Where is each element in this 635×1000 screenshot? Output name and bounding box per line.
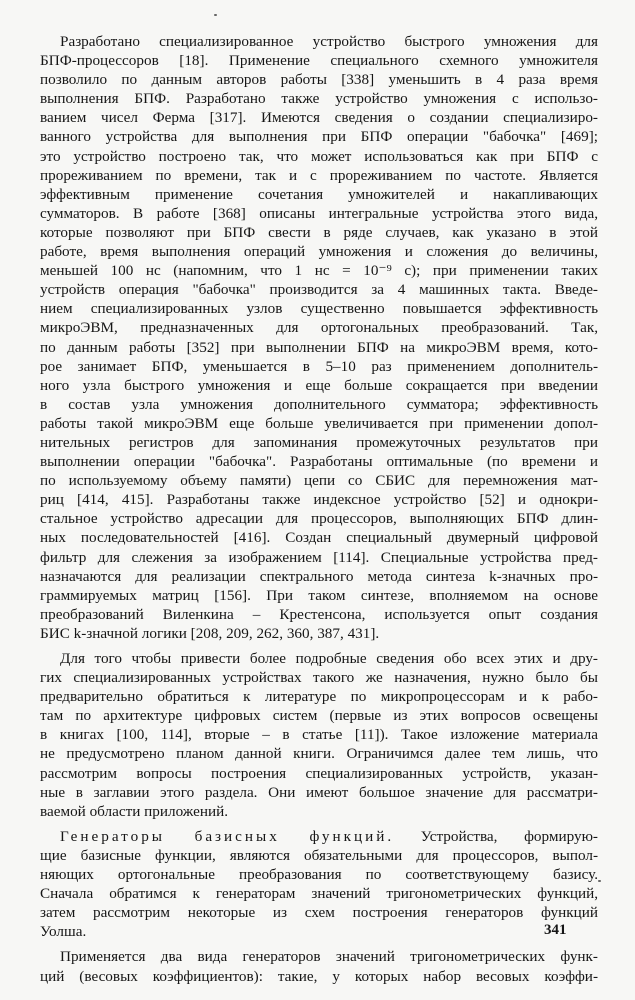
- text-line: назначаются для реализации спектрального метода синтеза k-значных про-: [40, 567, 598, 585]
- text-line: предварительно обратиться к литературе по микропроцессорам и к рабо-: [40, 688, 598, 706]
- text-line: по используемому объему памяти) цепи со СБИС для перемножения мат-: [40, 472, 598, 490]
- text-line: устройств операция "бабочка" производится за 4 машинных такта. Введе-: [40, 281, 598, 299]
- text-line: по данным работы [352] при выполнении БПФ на микроЭВМ время, кото-: [40, 338, 598, 356]
- text-line: не предусмотрено планом данной книги. Ограничимся далее тем лишь, что: [40, 745, 598, 763]
- text-line: выполнения БПФ. Разработано также устройство умножения с использо-: [40, 90, 598, 108]
- text-line: Для того чтобы привести более подробные сведения обо всех этих и дру-: [60, 650, 598, 667]
- page-number: 341: [544, 922, 567, 938]
- text-line: там по архитектуре цифровых систем (первые из этих вопросов освещены: [40, 707, 598, 725]
- text-line: выполнении операции "бабочка". Разработаны оптимальные (по времени и: [40, 453, 598, 471]
- text-line: ного узла быстрого умножения и еще больше сокращается при введении: [40, 376, 598, 394]
- text-line: Сначала обратимся к генераторам значений тригонометрических функций,: [40, 885, 598, 903]
- text-line: рассмотрим вопросы построения специализированных устройств, указан-: [40, 764, 598, 782]
- text-line: граммируемых матриц [156]. При таком синтезе, вполняемом на основе: [40, 586, 598, 604]
- text-line: гих специализированных устройствах такого же назначения, нужно было бы: [40, 669, 598, 687]
- text-line: в состав узла умножения дополнительного сумматора; эффективность: [40, 395, 598, 413]
- text-line: позволило по данным авторов работы [338] уменьшить в 4 раза время: [40, 71, 598, 89]
- text-line: которые позволяют при БПФ свести в ряде случаев, как указано в этой: [40, 223, 598, 241]
- text-line: микроЭВМ, предназначенных для ортогональных преобразований. Так,: [40, 319, 598, 337]
- text-run: Устройства, формирую-: [420, 827, 598, 845]
- text-line: сумматоров. В работе [368] описаны интегральные устройства этого вида,: [40, 204, 598, 222]
- text-line: рое занимает БПФ, уменьшается в 5–10 раз применением дополнитель-: [40, 357, 598, 375]
- text-line: затем рассмотрим некоторые из схем построения генераторов функций: [40, 904, 598, 922]
- scan-speck: [214, 14, 217, 16]
- scan-speck: [598, 880, 601, 882]
- text-line: ваемой области приложений.: [40, 802, 229, 820]
- text-line: риц [414, 415]. Разработаны также индексное устройство [52] и однокри-: [40, 491, 598, 509]
- paragraph-4: [40, 947, 598, 985]
- section-heading: Генераторы базисных функций.: [60, 827, 395, 845]
- text-line: БИС k-значной логики [208, 209, 262, 360, 387, 431].: [40, 624, 380, 642]
- text-line: Уолша.: [40, 923, 87, 941]
- text-line: ций (весовых коэффициентов): такие, у которых набор весовых коэффи-: [40, 967, 598, 985]
- text-line: щие базисные функции, являются обязательными для процессоров, выпол-: [40, 846, 598, 864]
- text-line: работе, время выполнения операций умножения и сложения до величины,: [40, 243, 598, 261]
- text-line: меньшей 100 нс (напомним, что 1 нс = 10⁻⁹ с); при применении таких: [40, 262, 598, 280]
- text-line: нием специализированных узлов существенно повышается эффективность: [40, 300, 598, 318]
- text-line: в книгах [100, 114], вторые – в статье [11]). Такое изложение материала: [40, 726, 598, 744]
- text-line: Разработано специализированное устройство быстрого умножения для: [60, 33, 598, 50]
- page-text: [40, 32, 598, 986]
- text-line: ных последовательностей [416]. Создан специальный двумерный цифровой: [40, 529, 598, 547]
- text-line: БПФ-процессоров [18]. Применение специального схемного умножителя: [40, 52, 598, 70]
- text-line: ные в заглавии этого раздела. Они имеют большое значение для рассматри-: [40, 783, 598, 801]
- text-line: ванного устройства для выполнения при БПФ операции "бабочка" [469];: [40, 128, 598, 146]
- text-line: прореживанием по времени, так и с прореживанием по частоте. Является: [40, 166, 598, 184]
- text-line: няющих ортогональные преобразования по соответствующему базису.: [40, 866, 598, 884]
- text-line: [40, 827, 598, 846]
- text-line: это устройство построено так, что может использоваться как при БПФ с: [40, 147, 598, 165]
- paragraph-1: [40, 32, 598, 643]
- text-line: преобразований Виленкина – Крестенсона, используется опыт создания: [40, 605, 598, 623]
- paragraph-3: [40, 827, 598, 942]
- text-line: ванием чисел Ферма [317]. Имеются сведения о создании специализиро-: [40, 109, 598, 127]
- text-line: стальное устройство адресации для процессоров, выполняющих БПФ длин-: [40, 510, 598, 528]
- text-line: фильтр для слежения за изображением [114]. Специальные устройства пред-: [40, 548, 598, 566]
- text-line: эффективным применение сочетания умножителей и накапливающих: [40, 185, 598, 203]
- text-line: Применяется два вида генераторов значений тригонометрических функ-: [60, 948, 598, 966]
- text-line: работы такой микроЭВМ еще больше увеличивается при применении допол-: [40, 414, 598, 432]
- paragraph-2: [40, 649, 598, 821]
- text-line: нительных регистров для запоминания промежуточных результатов при: [40, 433, 598, 451]
